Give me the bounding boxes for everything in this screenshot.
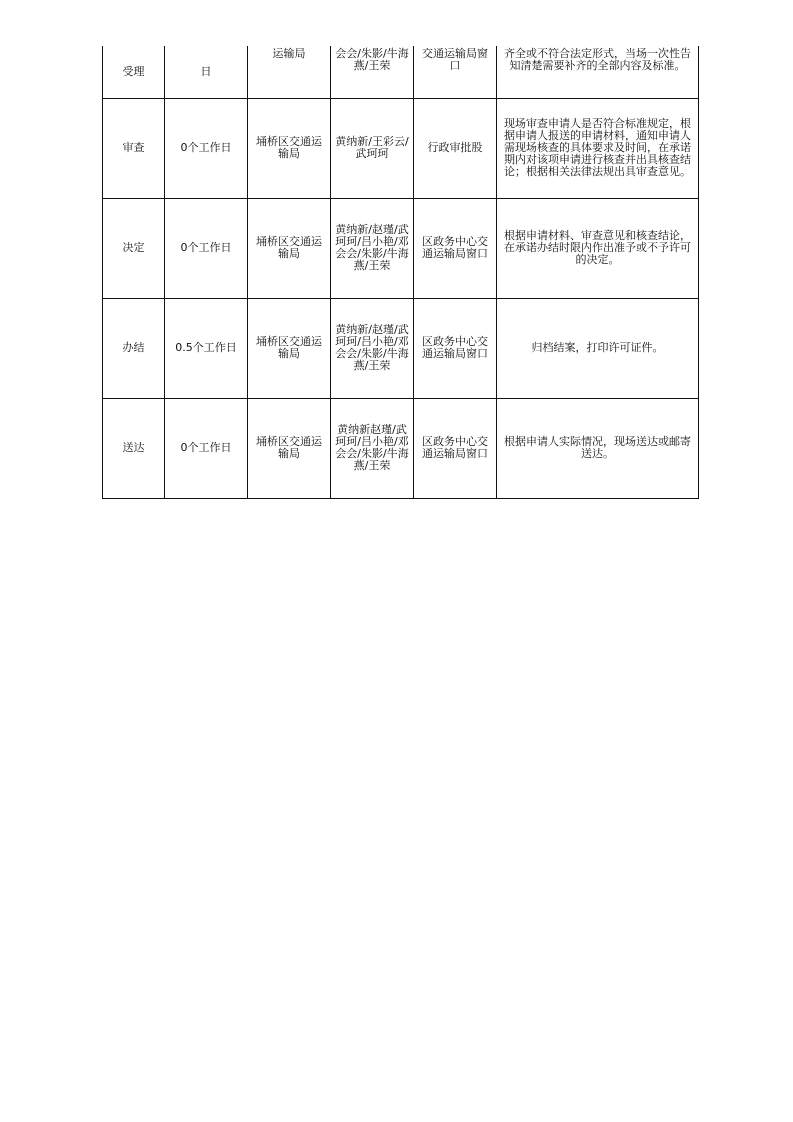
- stage-cell: 送达: [103, 398, 165, 498]
- location-cell: 交通运输局窗口: [414, 46, 497, 98]
- table-row: [103, 398, 699, 498]
- table-row: [103, 298, 699, 398]
- responsible-person-cell: 黄纳新/王彩云/武珂珂: [331, 98, 414, 198]
- table-row: [103, 46, 699, 98]
- responsible-person-cell: 黄纳新/赵瑾/武珂珂/吕小艳/邓会会/朱影/牛海燕/王荣: [331, 198, 414, 298]
- description-cell: 现场审查申请人是否符合标准规定，根据申请人报送的申请材料，通知申请人需现场核查的具体要求及时间，在承诺期内对该项申请进行核查并出具核查结论；根据相关法律法规出具审查意见。: [497, 98, 699, 198]
- time-cell: 0个工作日: [165, 98, 248, 198]
- location-cell: 区政务中心交通运输局窗口: [414, 198, 497, 298]
- description-cell: 归档结案，打印许可证件。: [497, 298, 699, 398]
- stage-cell: 办结: [103, 298, 165, 398]
- time-cell: 0个工作日: [165, 198, 248, 298]
- table-row: [103, 98, 699, 198]
- location-cell: 行政审批股: [414, 98, 497, 198]
- department-cell: 埇桥区交通运输局: [248, 198, 331, 298]
- department-cell: 埇桥区交通运输局: [248, 398, 331, 498]
- table-row: [103, 198, 699, 298]
- time-cell: 日: [165, 46, 248, 98]
- stage-cell: 审查: [103, 98, 165, 198]
- description-cell: 根据申请材料、审查意见和核查结论，在承诺办结时限内作出准予或不予许可的决定。: [497, 198, 699, 298]
- description-cell: 齐全或不符合法定形式，当场一次性告知清楚需要补齐的全部内容及标准。: [497, 46, 699, 98]
- location-cell: 区政务中心交通运输局窗口: [414, 298, 497, 398]
- responsible-person-cell: 会会/朱影/牛海燕/王荣: [331, 46, 414, 98]
- department-cell: 埇桥区交通运输局: [248, 298, 331, 398]
- department-cell: 埇桥区交通运输局: [248, 98, 331, 198]
- time-cell: 0.5个工作日: [165, 298, 248, 398]
- location-cell: 区政务中心交通运输局窗口: [414, 398, 497, 498]
- approval-process-table: [102, 46, 699, 499]
- responsible-person-cell: 黄纳新/赵瑾/武珂珂/吕小艳/邓会会/朱影/牛海燕/王荣: [331, 298, 414, 398]
- stage-cell: 决定: [103, 198, 165, 298]
- department-cell: 运输局: [248, 46, 331, 98]
- description-cell: 根据申请人实际情况，现场送达或邮寄送达。: [497, 398, 699, 498]
- stage-cell: 受理: [103, 46, 165, 98]
- time-cell: 0个工作日: [165, 398, 248, 498]
- responsible-person-cell: 黄纳新赵瑾/武珂珂/吕小艳/邓会会/朱影/牛海燕/王荣: [331, 398, 414, 498]
